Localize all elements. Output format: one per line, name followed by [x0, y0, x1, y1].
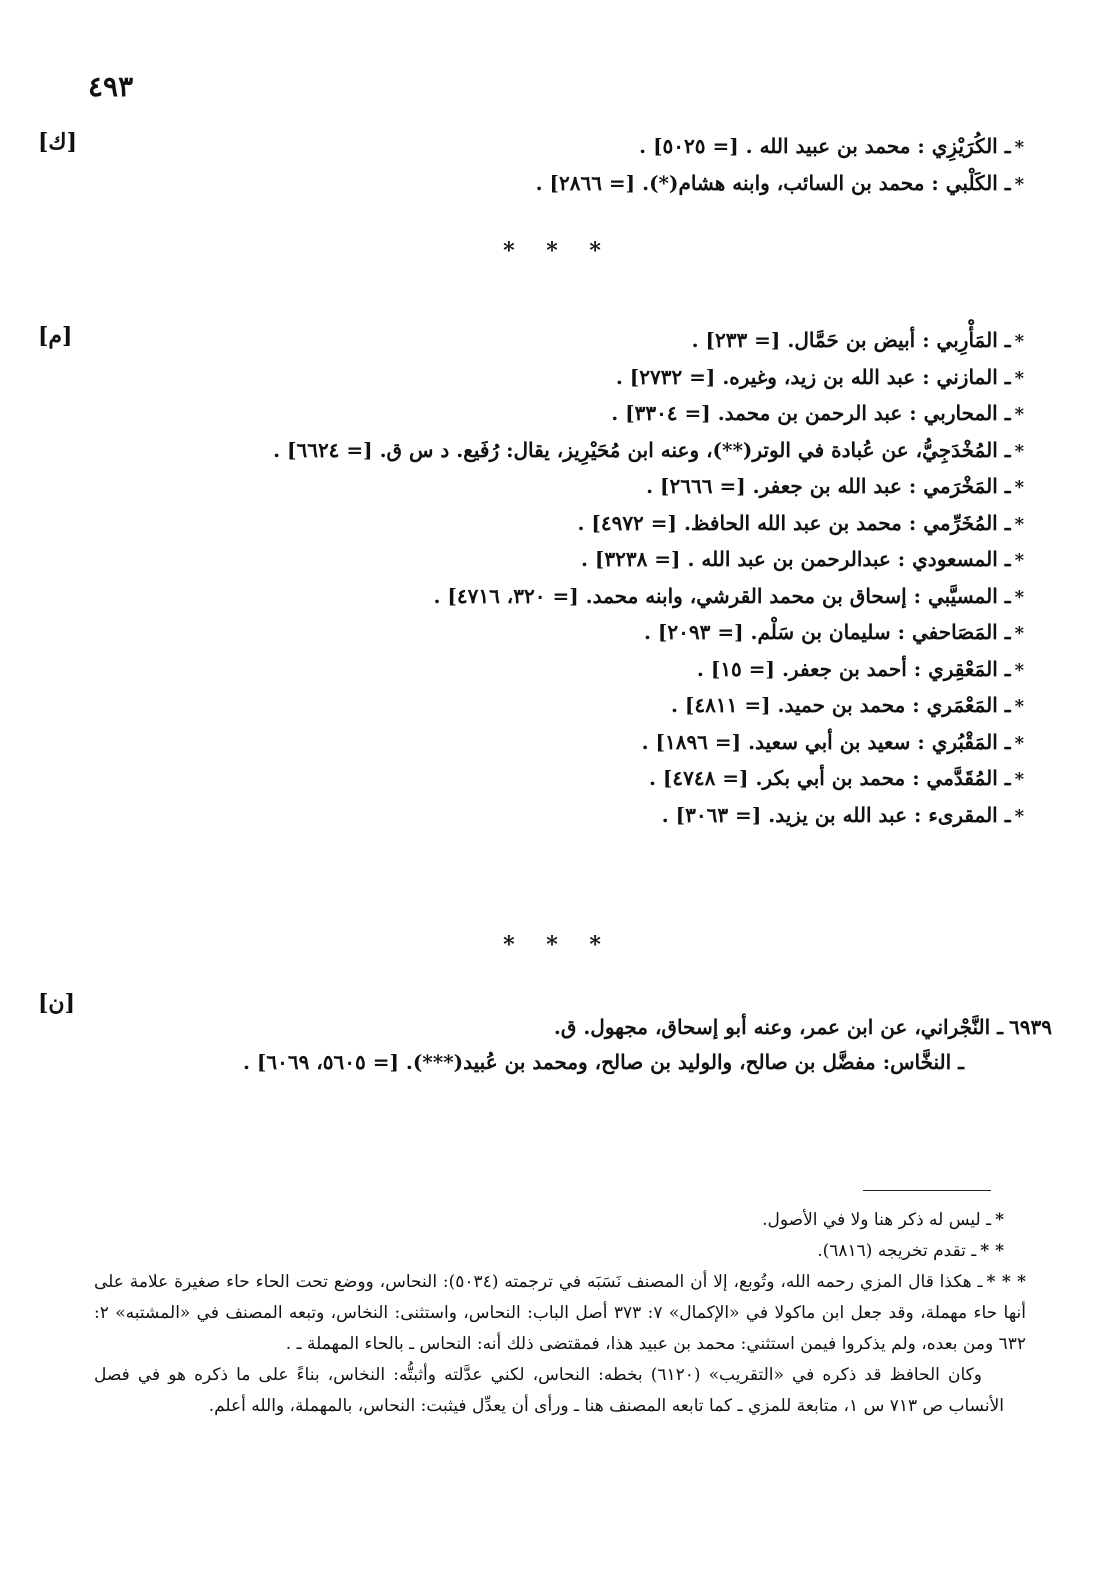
footnote-marker: * * — [980, 1241, 1004, 1261]
footnote-marker: * * * — [986, 1272, 1026, 1292]
list-item — [24, 396, 1024, 433]
entry-text: ـ المُقَدَّمي : محمد بن أبي بكر. [= ٤٧٤٨] . — [648, 766, 1011, 790]
mim-entries — [24, 323, 1024, 834]
bullet-icon: * — [1014, 623, 1024, 644]
bullet-icon: * — [1014, 550, 1024, 571]
list-item — [24, 688, 1024, 725]
footnote-marker: * — [995, 1210, 1004, 1230]
footnote-text: ـ تقدم تخريجه (٦٨١٦). — [817, 1241, 977, 1261]
section-letter-kaf: [ك] — [38, 129, 77, 155]
bullet-icon: * — [1014, 137, 1024, 158]
nun-entries — [12, 1010, 1052, 1079]
bullet-icon: * — [1014, 477, 1024, 498]
footnote-1 — [94, 1205, 1004, 1236]
list-item — [24, 323, 1024, 360]
entry-text: ـ المَعْقِري : أحمد بن جعفر. [= ١٥] . — [696, 656, 1011, 681]
section-letter-mim: [م] — [38, 323, 73, 349]
list-item — [24, 761, 1024, 798]
list-item — [24, 798, 1024, 835]
entry-text: ـ المحاربي : عبد الرحمن بن محمد. [= ٣٣٠٤] . — [611, 401, 1011, 425]
bullet-icon: * — [1014, 586, 1024, 608]
entry-text: ـ المسيَّبي : إسحاق بن محمد القرشي، وابنه محمد. [= ٣٢٠، ٤٧١٦] . — [433, 583, 1011, 608]
footnote-text: ـ هكذا قال المزي رحمه الله، وتُوبع، إلا أن المصنف نَسَبَه في ترجمته (٥٠٣٤): النحاس، ووضع تحت الحاء حاء صغيرة علامة على أنها حاء مهملة، وقد جعل ابن ماكولا في «الإكمال» ٧: ٣٧٣ أصل الباب: النحاس، واستثنى: النخاس، وتبعه المصنف في «المشتبه» ٢: ٦٣٢ ومن بعده، ولم يذكروا فيمن استثني: محمد بن عبيد هذا، فمقتضى ذلك أنه: النحاس ـ بالحاء المهملة ـ . — [94, 1272, 1026, 1354]
entry-text: ـ المُخَرِّمي : محمد بن عبد الله الحافظ. [= ٤٩٧٢] . — [577, 510, 1011, 535]
bullet-icon: * — [1014, 331, 1024, 352]
bullet-icon: * — [1014, 696, 1024, 717]
footnote-2 — [94, 1236, 1004, 1267]
list-item — [24, 506, 1024, 543]
entry-text: ـ المَأْرِبي : أبيض بن حَمَّال. [= ٢٣٣] . — [691, 328, 1011, 352]
list-item — [24, 652, 1024, 689]
list-item — [24, 129, 1024, 166]
list-item — [24, 166, 1024, 203]
entry-text: ـ المَخْرَمي : عبد الله بن جعفر. [= ٢٦٦٦] . — [646, 474, 1011, 498]
list-item — [24, 725, 1024, 762]
list-item — [24, 542, 1024, 579]
bullet-icon: * — [1014, 805, 1024, 827]
bullet-icon: * — [1014, 732, 1024, 754]
bullet-icon: * — [1014, 440, 1024, 462]
list-item — [12, 1010, 1052, 1045]
bullet-icon: * — [1014, 513, 1024, 535]
entry-text: ـ المازني : عبد الله بن زيد، وغيره. [= ٢٧٣٢] . — [615, 364, 1011, 389]
footnotes — [94, 1205, 1026, 1422]
list-item — [24, 579, 1024, 616]
entry-text: ـ الكُرَيْزِي : محمد بن عبيد الله . [= ٥٠٢٥] . — [639, 134, 1011, 158]
entry-text: ـ المُخْدَجِيُّ، عن عُبادة في الوتر(**)، وعنه ابن مُحَيْرِيز، يقال: رُفَيع. د س ق. [= ٦٦٢٤] . — [273, 437, 1011, 462]
footnote-rule — [863, 1190, 991, 1191]
entry-text: ـ المَقْبُري : سعيد بن أبي سعيد. [= ١٨٩٦] . — [641, 729, 1011, 754]
bullet-icon: * — [1014, 173, 1024, 195]
entry-text: ـ النخَّاس: مفضَّل بن صالح، والوليد بن صالح، ومحمد بن عُبيد(***). [= ٥٦٠٥، ٦٠٦٩] . — [242, 1049, 964, 1074]
footnote-text: ـ ليس له ذكر هنا ولا في الأصول. — [762, 1210, 992, 1230]
kaf-entries — [24, 129, 1024, 202]
footnote-3-continuation: وكان الحافظ قد ذكره في «التقريب» (٦١٢٠) بخطه: النحاس، لكني عدَّلته وأثبتُّه: النخاس، بناءً على ما ذكره هو في فصل الأنساب ص ٧١٣ س ١، متابعة للمزي ـ كما تابعه المصنف هنا ـ ورأى أن يعدِّل فيثبت: النحاس، بالمهملة، والله أعلم. — [94, 1365, 1004, 1416]
list-item — [24, 615, 1024, 652]
entry-number: ٦٩٣٩ — [1009, 1015, 1052, 1039]
entry-text: ـ الكَلْبي : محمد بن السائب، وابنه هشام(*). [= ٢٨٦٦] . — [535, 170, 1011, 195]
page-number: ٤٩٣ — [88, 70, 134, 103]
bullet-icon: * — [1014, 404, 1024, 425]
entry-text: ـ المسعودي : عبدالرحمن بن عبد الله . [= ٣٢٣٨] . — [580, 547, 1011, 571]
section-separator-1: * * * — [503, 238, 613, 264]
bullet-icon: * — [1014, 659, 1024, 681]
entry-text: ـ النَّجْراني، عن ابن عمر، وعنه أبو إسحاق، مجهول. ق. — [553, 1015, 1004, 1039]
footnote-3 — [94, 1267, 1026, 1360]
bullet-icon: * — [1014, 367, 1024, 389]
list-item — [24, 433, 1024, 470]
entry-text: ـ المقرىء : عبد الله بن يزيد. [= ٣٠٦٣] . — [661, 802, 1011, 827]
bullet-icon: * — [1014, 769, 1024, 790]
list-item — [24, 469, 1024, 506]
entry-text: ـ المَعْمَري : محمد بن حميد. [= ٤٨١١] . — [671, 693, 1011, 717]
entry-text: ـ المَصَاحفي : سليمان بن سَلْم. [= ٢٠٩٣] . — [644, 620, 1011, 644]
list-item — [24, 360, 1024, 397]
section-letter-nun: [ن] — [38, 990, 75, 1016]
section-separator-2: * * * — [503, 932, 613, 958]
list-item — [12, 1045, 1052, 1080]
